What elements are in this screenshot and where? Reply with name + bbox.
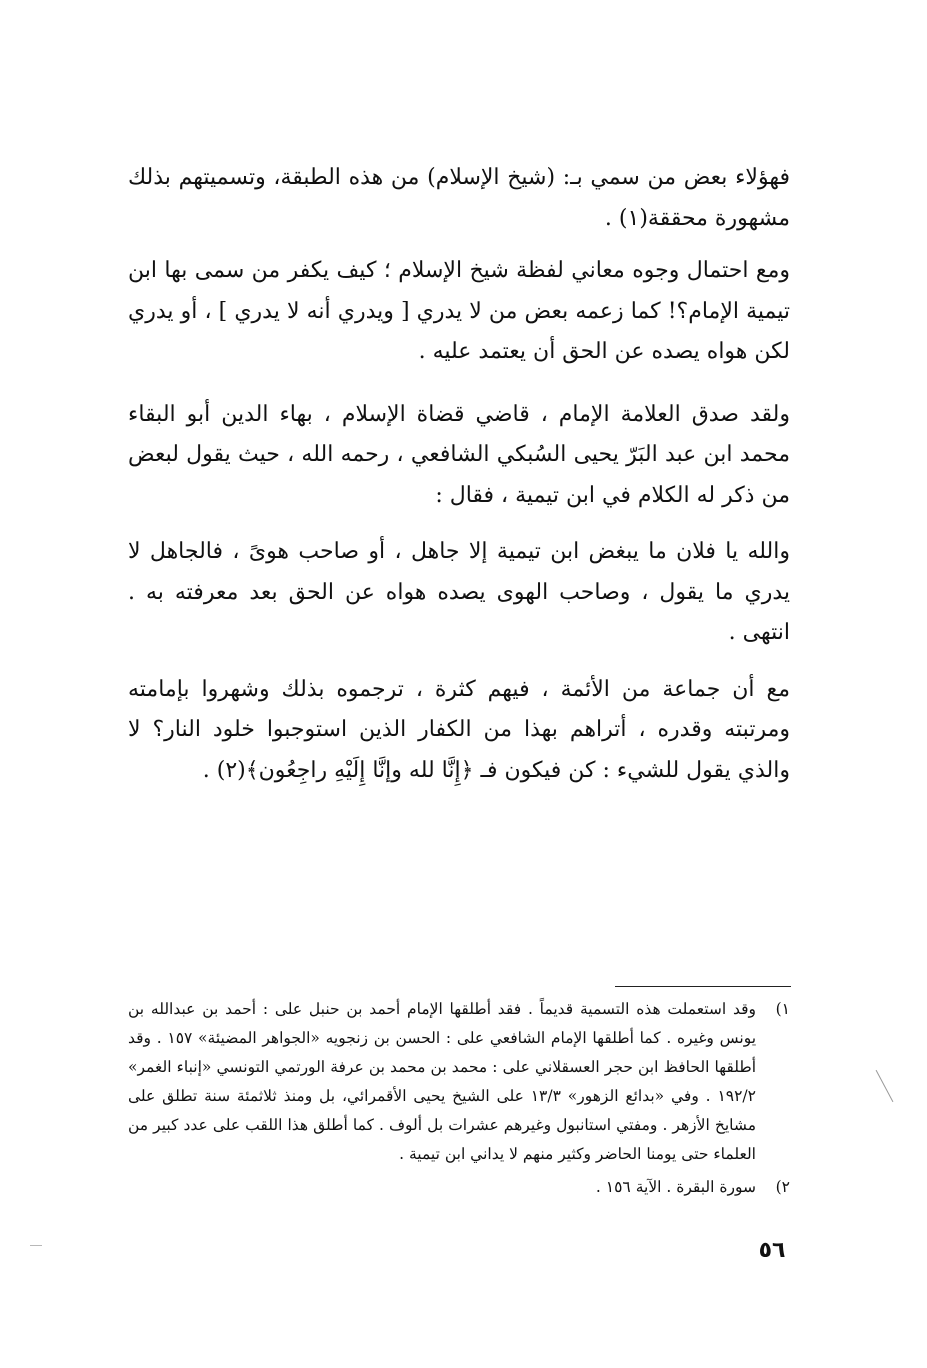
footnote <box>128 995 790 1169</box>
footnote-text: وقد استعملت هذه التسمية قديماً . فقد أطلقها الإمام أحمد بن حنبل على : أحمد بن عبدالله بن يونس وغيره . كما أطلقها الإمام الشافعي على : الحسن بن زنجويه «الجواهر المضيئة» ١٥٧ . وقد أطلقها الحافظ ابن حجر العسقلاني على : محمد بن محمد بن عرفة الورتمي التونسي «إنباء الغمر» ١٩٢/٢ . وفي «بدائع الزهور» ١٣/٣ على الشيخ يحيى الأقمرائي، بل ومنذ ثلاثمئة سنة تطلق على مشايخ الأزهر . ومفتي استانبول وغيرهم عشرات بل ألوف . كما أطلق هذا اللقب على عدد كبير من العلماء حتى يومنا الحاضر وكثير منهم لا يداني ابن تيمية . <box>128 1000 757 1163</box>
footnote-number: ١) <box>775 1000 790 1018</box>
footnote <box>128 1173 790 1202</box>
paragraph: مع أن جماعة من الأئمة ، فيهم كثرة ، ترجموه بذلك وشهروا بإمامته ومرتبته وقدره ، أتراهم بهذا من الكفار الذين استوجبوا خلود النار؟ لا والذي يقول للشيء : كن فيكون فـ ﴿إِنَّا لله وإنَّا إِلَيْهِ راجِعُون﴾(٢) . <box>128 676 790 783</box>
paragraph: ومع احتمال وجوه معاني لفظة شيخ الإسلام ؛ كيف يكفر من سمى بها ابن تيمية الإمام؟! كما زعمه بعض من لا يدري [ ويدري أنه لا يدري ] ، أو يدري لكن هواه يصده عن الحق أن يعتمد عليه . <box>128 258 790 364</box>
footnotes-section <box>128 995 790 1206</box>
footnote-divider <box>615 986 791 987</box>
scan-artifact <box>876 1070 894 1102</box>
paragraph: ولقد صدق العلامة الإمام ، قاضي قضاة الإسلام ، بهاء الدين أبو البقاء محمد ابن عبد البَرّ يحيى السُبكي الشافعي ، رحمه الله ، حيث يقول لبعض من ذكر له الكلام في ابن تيمية ، فقال : <box>128 401 790 508</box>
main-text-block <box>128 158 790 807</box>
scan-artifact <box>30 1245 42 1246</box>
paragraph: والله يا فلان ما يبغض ابن تيمية إلا جاهل ، أو صاحب هوىً ، فالجاهل لا يدري ما يقول ، وصاحب الهوى يصده هواه عن الحق بعد معرفته به . انتهى . <box>128 539 790 645</box>
footnote-text: سورة البقرة . الآية ١٥٦ . <box>595 1178 756 1196</box>
page-number: ٥٦ <box>758 1238 786 1263</box>
paragraph: فهؤلاء بعض من سمي بـ: (شيخ الإسلام) من هذه الطبقة، وتسميتهم بذلك مشهورة محققة(١) . <box>128 165 790 231</box>
footnote-number: ٢) <box>775 1178 790 1196</box>
